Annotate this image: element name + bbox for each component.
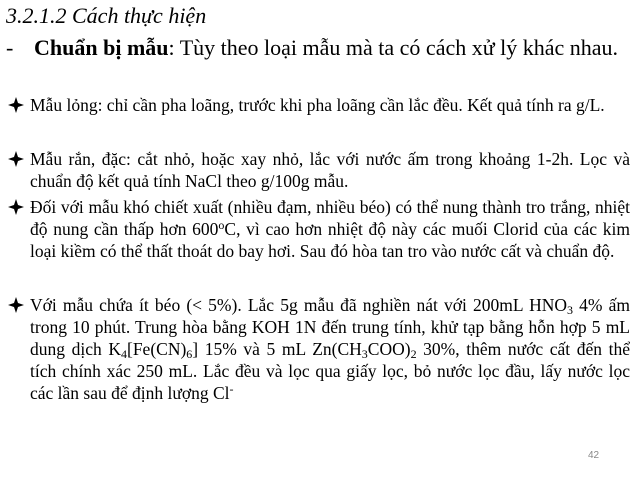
text-run: 4% ấm trong 10 phút. Trung hòa bằng KOH 1N đến trung tính, khử tạp bằng hỗn hợp 5 mL dung dịch K — [30, 295, 630, 359]
text-run: [Fe(CN) — [127, 339, 187, 359]
superscript: o — [218, 218, 225, 232]
superscript: - — [229, 382, 234, 396]
bullet-text: Mẫu lỏng: chỉ cần pha loãng, trước khi pha loãng cần lắc đều. Kết quả tính ra g/L. — [30, 95, 605, 115]
text-run: COO) — [367, 339, 411, 359]
subscript: 6 — [186, 347, 193, 361]
bullet-text: Mẫu rắn, đặc: cắt nhỏ, hoặc xay nhỏ, lắc với nước ấm trong khoảng 1-2h. Lọc và chuẩn độ kết quả tính NaCl theo g/100g mẫu. — [30, 149, 630, 191]
dash-marker: - — [6, 35, 14, 60]
diamond-bullet-icon — [8, 151, 24, 167]
bullet-text — [30, 294, 630, 404]
text-run: ] 15% và 5 mL Zn(CH — [192, 339, 362, 359]
text-run: 30%, thêm nước cất đến thể tích chính xác 250 mL. Lắc đều và lọc qua giấy lọc, bỏ nước lọc đầu, lấy nước lọc các lần sau để định lượng Cl — [30, 339, 630, 403]
diamond-bullet-icon — [8, 97, 24, 113]
text-run: Với mẫu chứa ít béo (< 5%). Lắc 5g mẫu đã nghiền nát với 200mL HNO — [30, 295, 568, 315]
lead-body — [34, 34, 632, 61]
lead-paragraph — [6, 34, 632, 61]
bullet-hard-extract-sample — [8, 196, 630, 262]
diamond-bullet-icon — [8, 199, 24, 215]
bullet-solid-sample — [8, 148, 630, 192]
page-number: 42 — [588, 450, 600, 461]
subscript: 4 — [121, 347, 127, 361]
lead-text: : Tùy theo loại mẫu mà ta có cách xử lý khác nhau. — [168, 35, 619, 60]
section-title: 3.2.1.2 Cách thực hiện — [6, 3, 207, 28]
lead-bold-term: Chuẩn bị mẫu — [34, 35, 169, 60]
text-run: C, vì cao hơn nhiệt độ này các muối Clorid của các kim loại kiềm có thể thất thoát do bay hơi. Sau đó hòa tan tro vào nước cất và chuẩn độ. — [30, 219, 630, 261]
bullet-low-fat-sample — [8, 294, 630, 404]
subscript: 3 — [567, 303, 574, 317]
bullet-text — [30, 196, 630, 262]
diamond-bullet-icon — [8, 297, 24, 313]
subscript: 3 — [361, 347, 368, 361]
text-run: Đối với mẫu khó chiết xuất (nhiều đạm, nhiều béo) có thể nung thành tro trắng, nhiệt độ nung cần thấp hơn 600 — [30, 197, 630, 239]
subscript: 2 — [410, 347, 417, 361]
bullet-liquid-sample — [8, 94, 630, 116]
